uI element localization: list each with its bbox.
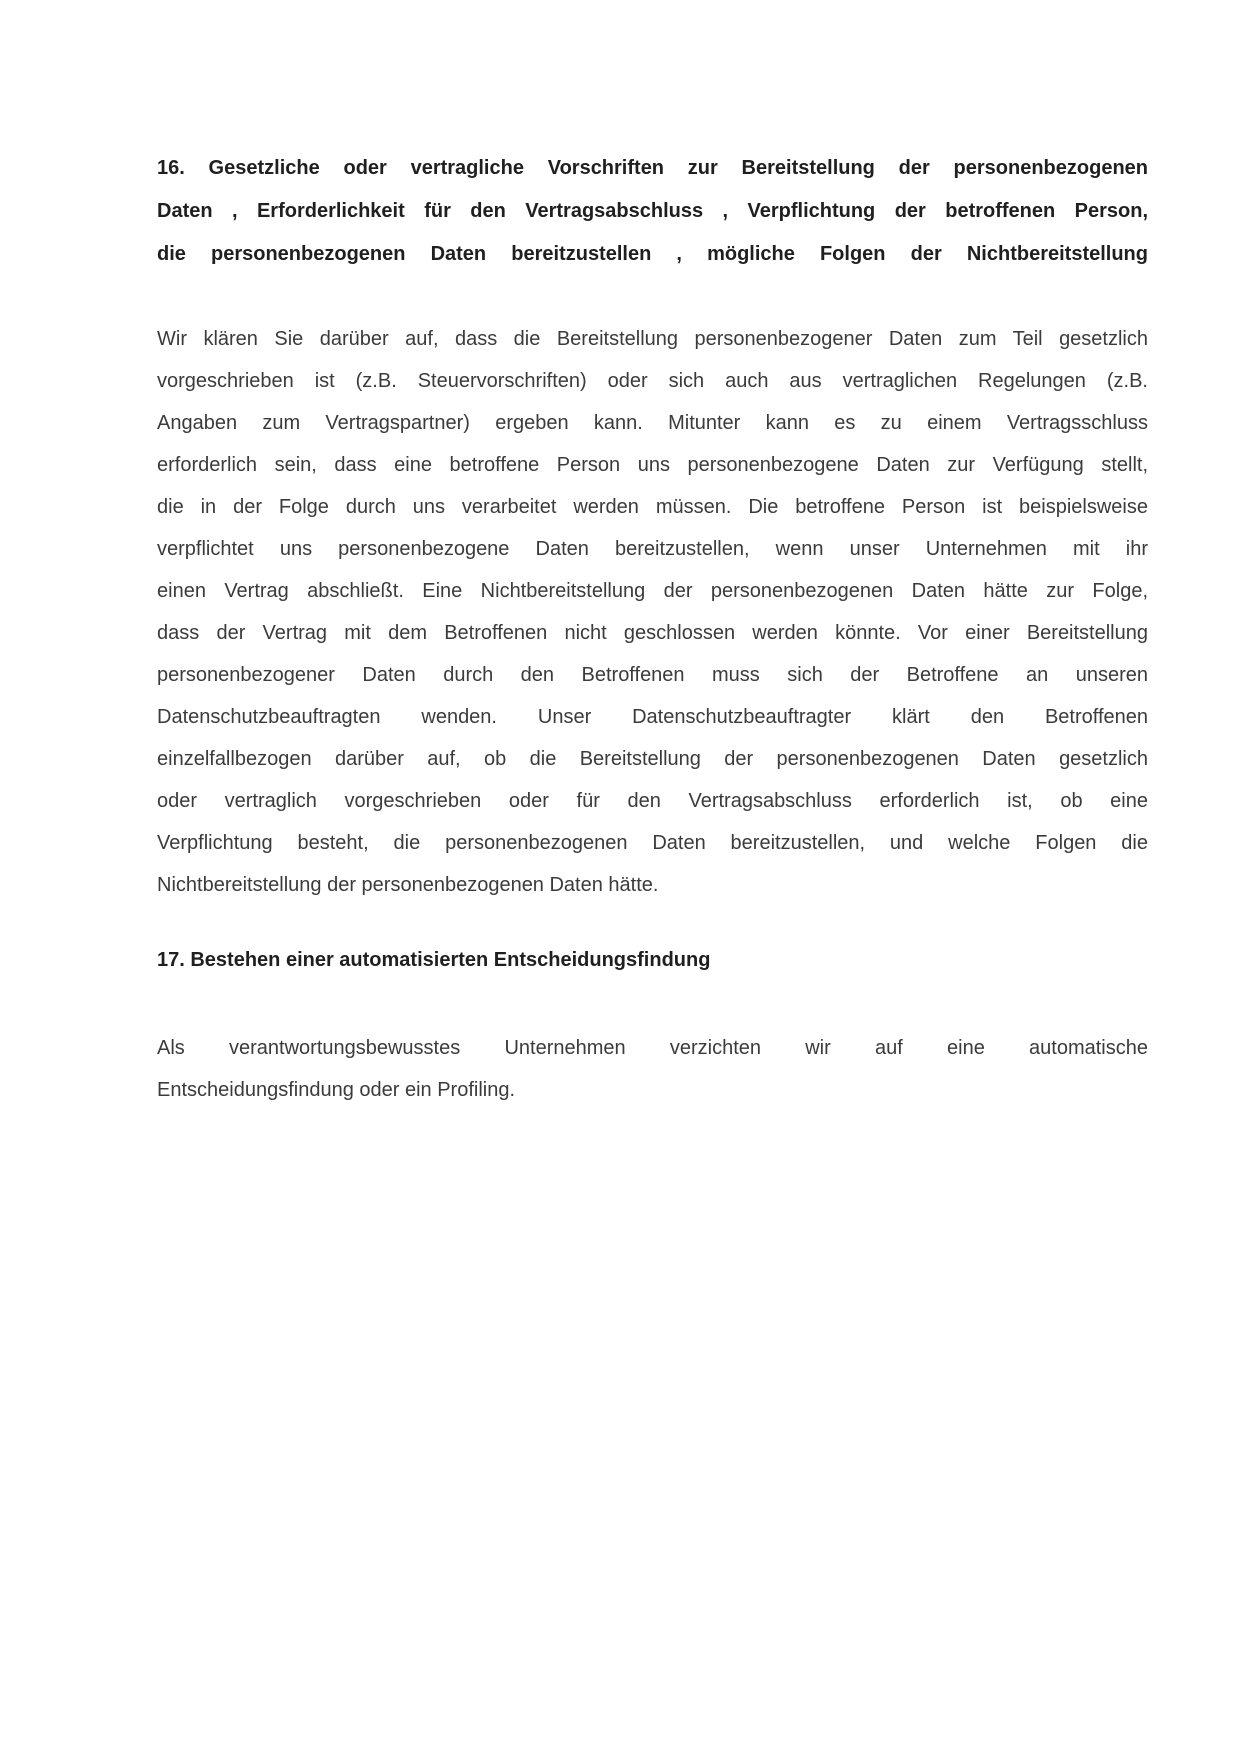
text-line: Angaben zum Vertragspartner) ergeben kann. Mitunter kann es zu einem Vertragsschluss (157, 412, 1148, 434)
text-line: personenbezogener Daten durch den Betroffenen muss sich der Betroffene an unseren (157, 664, 1148, 686)
section-17-paragraph (157, 1027, 1148, 1111)
text-line: oder vertraglich vorgeschrieben oder für den Vertragsabschluss erforderlich ist, ob eine (157, 790, 1148, 812)
text-line: Datenschutzbeauftragten wenden. Unser Datenschutzbeauftragter klärt den Betroffenen (157, 706, 1148, 728)
text-line: vorgeschrieben ist (z.B. Steuervorschriften) oder sich auch aus vertraglichen Regelungen (z.B. (157, 370, 1148, 392)
text-line: einen Vertrag abschließt. Eine Nichtbereitstellung der personenbezogenen Daten hätte zur Folge, (157, 580, 1148, 602)
text-line: Daten , Erforderlichkeit für den Vertragsabschluss , Verpflichtung der betroffenen Person, (157, 200, 1148, 222)
text-line: Entscheidungsfindung oder ein Profiling. (157, 1079, 516, 1101)
text-line: erforderlich sein, dass eine betroffene Person uns personenbezogene Daten zur Verfügung stellt, (157, 454, 1148, 476)
text-line: Verpflichtung besteht, die personenbezogenen Daten bereitzustellen, und welche Folgen die (157, 832, 1148, 854)
section-17-heading: 17. Bestehen einer automatisierten Entscheidungsfindung (157, 949, 711, 971)
text-line: Als verantwortungsbewusstes Unternehmen verzichten wir auf eine automatische (157, 1037, 1148, 1059)
text-line: 16. Gesetzliche oder vertragliche Vorschriften zur Bereitstellung der personenbezogenen (157, 157, 1148, 179)
text-line: die personenbezogenen Daten bereitzustellen , mögliche Folgen der Nichtbereitstellung (157, 243, 1148, 265)
section-16-heading (157, 147, 1148, 276)
text-line: dass der Vertrag mit dem Betroffenen nicht geschlossen werden könnte. Vor einer Bereitstellung (157, 622, 1148, 644)
text-line: einzelfallbezogen darüber auf, ob die Bereitstellung der personenbezogenen Daten gesetzlich (157, 748, 1148, 770)
text-line: die in der Folge durch uns verarbeitet werden müssen. Die betroffene Person ist beispielsweise (157, 496, 1148, 518)
text-line: Nichtbereitstellung der personenbezogenen Daten hätte. (157, 874, 659, 896)
text-line: Wir klären Sie darüber auf, dass die Bereitstellung personenbezogener Daten zum Teil gesetzlich (157, 328, 1148, 350)
text-line: verpflichtet uns personenbezogene Daten bereitzustellen, wenn unser Unternehmen mit ihr (157, 538, 1148, 560)
section-16-paragraph (157, 318, 1148, 906)
